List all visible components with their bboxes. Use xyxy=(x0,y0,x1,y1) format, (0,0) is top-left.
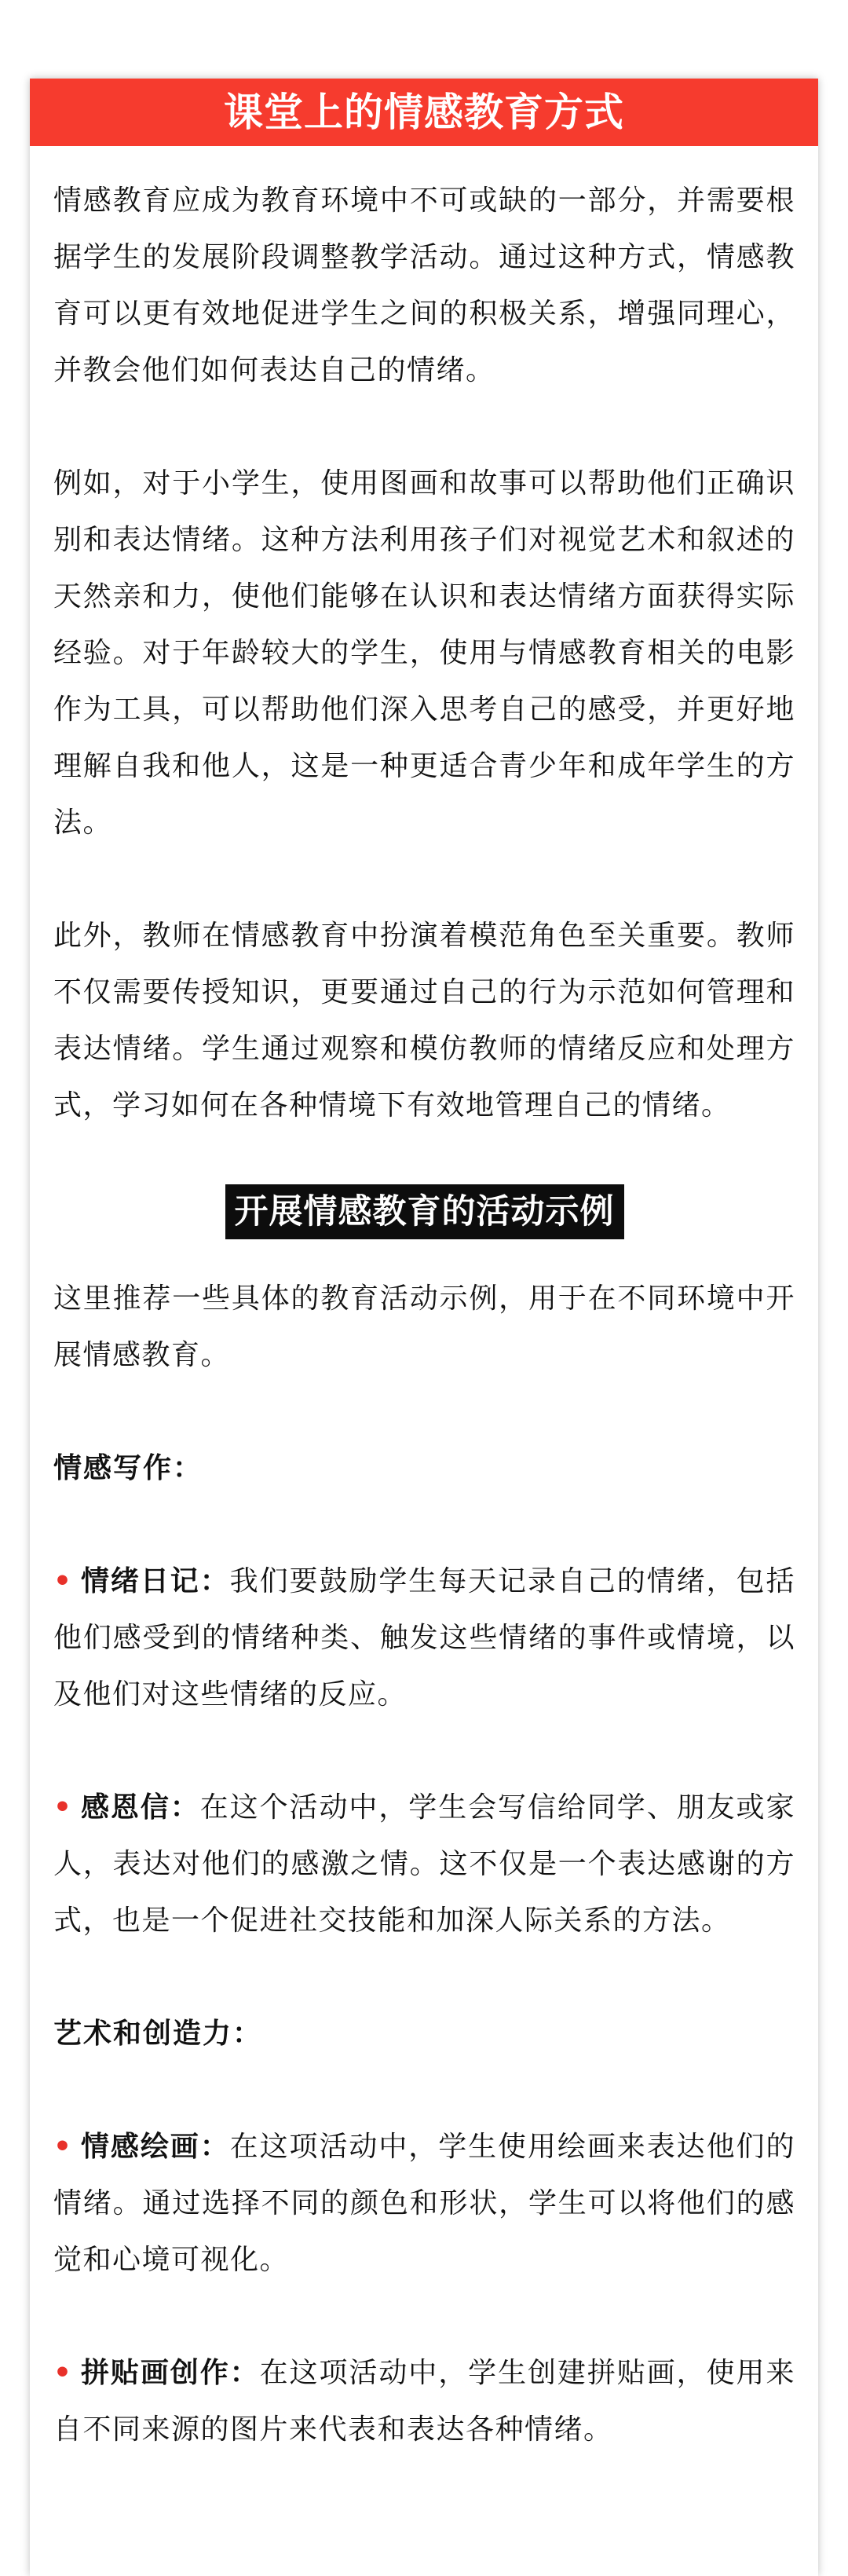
group-heading-writing: 情感写作： xyxy=(53,1452,203,1484)
paragraph-gap xyxy=(53,1497,795,1553)
paragraph-gap xyxy=(53,399,795,456)
list-item-thank-you-letter xyxy=(53,1780,795,1949)
bullet-icon: • xyxy=(53,1565,73,1597)
article-card xyxy=(30,79,818,2576)
page-title: 课堂上的情感教育方式 xyxy=(30,79,818,146)
list-item-emotion-painting xyxy=(53,2119,795,2289)
bullet-icon: • xyxy=(53,2357,73,2389)
article-body xyxy=(53,173,795,2458)
list-item-collage xyxy=(53,2345,795,2458)
section-heading-wrap xyxy=(53,1184,795,1239)
paragraph-gap xyxy=(53,2289,795,2345)
bullet-icon: • xyxy=(53,2131,73,2163)
paragraph-gap xyxy=(53,1723,795,1780)
item-text: 我们要鼓励学生每天记录自己的情绪，包括他们感受到的情绪种类、触发这些情绪的事件或情境，以及他们对这些情绪的反应。 xyxy=(53,1565,795,1711)
paragraph-gap xyxy=(53,1384,795,1440)
paragraph-intro-3: 此外，教师在情感教育中扮演着模范角色至关重要。教师不仅需要传授知识，更要通过自己的行为示范如何管理和表达情绪。学生通过观察和模仿教师的情绪反应和处理方式，学习如何在各种情境下有效地管理自己的情绪。 xyxy=(53,920,795,1122)
paragraph-gap xyxy=(53,2062,795,2119)
section-intro: 这里推荐一些具体的教育活动示例，用于在不同环境中开展情感教育。 xyxy=(53,1283,795,1371)
section-title: 开展情感教育的活动示例 xyxy=(225,1184,624,1239)
paragraph-intro-2: 例如，对于小学生，使用图画和故事可以帮助他们正确识别和表达情绪。这种方法利用孩子们对视觉艺术和叙述的天然亲和力，使他们能够在认识和表达情绪方面获得实际经验。对于年龄较大的学生，使用与情感教育相关的电影作为工具，可以帮助他们深入思考自己的感受，并更好地理解自我和他人，这是一种更适合青少年和成年学生的方法。 xyxy=(53,467,795,839)
item-text: 在这项活动中，学生创建拼贴画，使用来自不同来源的图片来代表和表达各种情绪。 xyxy=(53,2357,795,2446)
item-text: 在这个活动中，学生会写信给同学、朋友或家人，表达对他们的感激之情。这不仅是一个表达感谢的方式，也是一个促进社交技能和加深人际关系的方法。 xyxy=(53,1791,795,1937)
item-text: 在这项活动中，学生使用绘画来表达他们的情绪。通过选择不同的颜色和形状，学生可以将他们的感觉和心境可视化。 xyxy=(53,2131,795,2276)
item-label: 拼贴画创作： xyxy=(80,2357,260,2389)
paragraph-gap xyxy=(53,1949,795,2006)
paragraph-intro-1: 情感教育应成为教育环境中不可或缺的一部分，并需要根据学生的发展阶段调整教学活动。通过这种方式，情感教育可以更有效地促进学生之间的积极关系，增强同理心，并教会他们如何表达自己的情绪。 xyxy=(53,185,795,386)
item-label: 情绪日记： xyxy=(80,1565,230,1597)
bullet-icon: • xyxy=(53,1791,73,1824)
list-item-emotion-diary xyxy=(53,1553,795,1723)
item-label: 情感绘画： xyxy=(80,2131,230,2163)
item-label: 感恩信： xyxy=(80,1791,200,1824)
group-heading-art: 艺术和创造力： xyxy=(53,2018,263,2050)
paragraph-gap xyxy=(53,851,795,908)
